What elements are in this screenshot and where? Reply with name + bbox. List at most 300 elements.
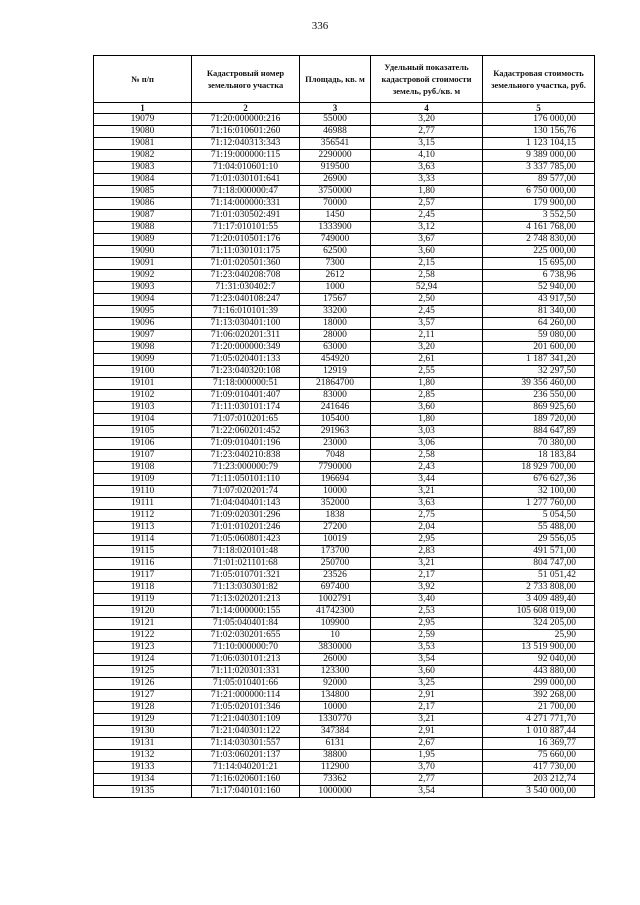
area-cell: 2290000 — [300, 150, 371, 162]
specific-value-cell: 2,95 — [371, 534, 483, 546]
row-number-cell: 19123 — [94, 642, 192, 654]
specific-value-cell: 3,92 — [371, 582, 483, 594]
specific-value-cell: 2,17 — [371, 702, 483, 714]
table-row — [94, 702, 595, 714]
specific-value-cell: 3,63 — [371, 162, 483, 174]
row-number-cell: 19095 — [94, 306, 192, 318]
specific-value-cell: 3,25 — [371, 678, 483, 690]
cadastral-value-cell: 70 380,00 — [483, 438, 595, 450]
row-number-cell: 19134 — [94, 774, 192, 786]
specific-value-cell: 1,95 — [371, 750, 483, 762]
row-number-cell: 19128 — [94, 702, 192, 714]
table-body — [94, 114, 595, 798]
area-cell: 10000 — [300, 486, 371, 498]
cadastral-value-cell: 64 260,00 — [483, 318, 595, 330]
row-number-cell: 19089 — [94, 234, 192, 246]
table-row — [94, 114, 595, 126]
specific-value-cell: 2,45 — [371, 306, 483, 318]
cadastral-value-cell: 1 123 104,15 — [483, 138, 595, 150]
area-cell: 1002791 — [300, 594, 371, 606]
specific-value-cell: 2,57 — [371, 198, 483, 210]
table-row — [94, 630, 595, 642]
specific-value-cell: 1,80 — [371, 186, 483, 198]
column-number-3: 3 — [300, 103, 371, 114]
row-number-cell: 19122 — [94, 630, 192, 642]
table-row — [94, 162, 595, 174]
specific-value-cell: 3,54 — [371, 786, 483, 798]
row-number-cell: 19125 — [94, 666, 192, 678]
cadastral-number-cell: 71:18:020101:48 — [192, 546, 300, 558]
area-cell: 112900 — [300, 762, 371, 774]
cadastral-number-cell: 71:13:020201:213 — [192, 594, 300, 606]
row-number-cell: 19082 — [94, 150, 192, 162]
header-number: № п/п — [94, 56, 192, 103]
cadastral-value-cell: 804 747,00 — [483, 558, 595, 570]
area-cell: 347384 — [300, 726, 371, 738]
cadastral-value-cell: 3 552,50 — [483, 210, 595, 222]
row-number-cell: 19121 — [94, 618, 192, 630]
row-number-cell: 19124 — [94, 654, 192, 666]
row-number-cell: 19114 — [94, 534, 192, 546]
specific-value-cell: 52,94 — [371, 282, 483, 294]
area-cell: 23000 — [300, 438, 371, 450]
cadastral-number-cell: 71:11:050101:110 — [192, 474, 300, 486]
area-cell: 1450 — [300, 210, 371, 222]
table-row — [94, 726, 595, 738]
cadastral-value-cell: 4 271 771,70 — [483, 714, 595, 726]
area-cell: 46988 — [300, 126, 371, 138]
area-cell: 41742300 — [300, 606, 371, 618]
table-row — [94, 366, 595, 378]
row-number-cell: 19119 — [94, 594, 192, 606]
area-cell: 3830000 — [300, 642, 371, 654]
cadastral-value-cell: 4 161 768,00 — [483, 222, 595, 234]
cadastral-number-cell: 71:05:020101:346 — [192, 702, 300, 714]
table-row — [94, 678, 595, 690]
row-number-cell: 19096 — [94, 318, 192, 330]
cadastral-number-cell: 71:07:020201:74 — [192, 486, 300, 498]
specific-value-cell: 3,60 — [371, 402, 483, 414]
cadastral-value-cell: 1 010 887,44 — [483, 726, 595, 738]
cadastral-value-cell: 884 647,89 — [483, 426, 595, 438]
cadastral-value-cell: 32 297,50 — [483, 366, 595, 378]
table-row — [94, 690, 595, 702]
row-number-cell: 19111 — [94, 498, 192, 510]
cadastral-number-cell: 71:01:020501:360 — [192, 258, 300, 270]
cadastral-number-cell: 71:20:010501:176 — [192, 234, 300, 246]
area-cell: 10000 — [300, 702, 371, 714]
cadastral-value-cell: 21 700,00 — [483, 702, 595, 714]
table-row — [94, 126, 595, 138]
table-row — [94, 642, 595, 654]
header-specific-value: Удельный показатель кадастровой стоимости земель, руб./кв. м — [371, 56, 483, 103]
specific-value-cell: 2,59 — [371, 630, 483, 642]
cadastral-number-cell: 71:23:040320:108 — [192, 366, 300, 378]
table-row — [94, 270, 595, 282]
specific-value-cell: 2,91 — [371, 690, 483, 702]
row-number-cell: 19127 — [94, 690, 192, 702]
area-cell: 123300 — [300, 666, 371, 678]
cadastral-value-cell: 130 156,76 — [483, 126, 595, 138]
cadastral-value-cell: 29 556,05 — [483, 534, 595, 546]
cadastral-number-cell: 71:18:000000:47 — [192, 186, 300, 198]
specific-value-cell: 2,11 — [371, 330, 483, 342]
cadastral-number-cell: 71:05:040401:84 — [192, 618, 300, 630]
area-cell: 28000 — [300, 330, 371, 342]
row-number-cell: 19103 — [94, 402, 192, 414]
specific-value-cell: 3,03 — [371, 426, 483, 438]
specific-value-cell: 4,10 — [371, 150, 483, 162]
specific-value-cell: 1,80 — [371, 378, 483, 390]
table-row — [94, 570, 595, 582]
specific-value-cell: 3,67 — [371, 234, 483, 246]
area-cell: 1333900 — [300, 222, 371, 234]
cadastral-number-cell: 71:10:000000:70 — [192, 642, 300, 654]
table-row — [94, 402, 595, 414]
area-cell: 109900 — [300, 618, 371, 630]
cadastral-number-cell: 71:11:030101:174 — [192, 402, 300, 414]
cadastral-value-cell: 43 917,50 — [483, 294, 595, 306]
area-cell: 749000 — [300, 234, 371, 246]
table-row — [94, 474, 595, 486]
cadastral-value-cell: 5 054,50 — [483, 510, 595, 522]
specific-value-cell: 2,55 — [371, 366, 483, 378]
cadastral-number-cell: 71:03:060201:137 — [192, 750, 300, 762]
table-row — [94, 738, 595, 750]
cadastral-number-cell: 71:11:020301:331 — [192, 666, 300, 678]
table-row — [94, 714, 595, 726]
cadastral-number-cell: 71:17:010101:55 — [192, 222, 300, 234]
cadastral-number-cell: 71:14:000000:331 — [192, 198, 300, 210]
row-number-cell: 19081 — [94, 138, 192, 150]
area-cell: 1000000 — [300, 786, 371, 798]
area-cell: 55000 — [300, 114, 371, 126]
area-cell: 83000 — [300, 390, 371, 402]
table-row — [94, 150, 595, 162]
table-row — [94, 174, 595, 186]
area-cell: 27200 — [300, 522, 371, 534]
area-cell: 21864700 — [300, 378, 371, 390]
cadastral-value-cell: 491 571,00 — [483, 546, 595, 558]
cadastral-value-cell: 324 205,00 — [483, 618, 595, 630]
cadastral-number-cell: 71:05:020401:133 — [192, 354, 300, 366]
row-number-cell: 19085 — [94, 186, 192, 198]
specific-value-cell: 3,63 — [371, 498, 483, 510]
cadastral-value-cell: 1 187 341,20 — [483, 354, 595, 366]
table-row — [94, 222, 595, 234]
specific-value-cell: 2,58 — [371, 270, 483, 282]
specific-value-cell: 2,95 — [371, 618, 483, 630]
row-number-cell: 19129 — [94, 714, 192, 726]
cadastral-value-cell: 6 738,96 — [483, 270, 595, 282]
cadastral-number-cell: 71:09:010401:196 — [192, 438, 300, 450]
column-number-5: 5 — [483, 103, 595, 114]
cadastral-number-cell: 71:22:060201:452 — [192, 426, 300, 438]
specific-value-cell: 3,70 — [371, 762, 483, 774]
area-cell: 134800 — [300, 690, 371, 702]
table-row — [94, 210, 595, 222]
cadastral-number-cell: 71:14:000000:155 — [192, 606, 300, 618]
cadastral-value-cell: 203 212,74 — [483, 774, 595, 786]
cadastral-number-cell: 71:05:010701:321 — [192, 570, 300, 582]
cadastral-number-cell: 71:20:000000:349 — [192, 342, 300, 354]
table-row — [94, 330, 595, 342]
cadastral-number-cell: 71:06:030101:213 — [192, 654, 300, 666]
specific-value-cell: 2,17 — [371, 570, 483, 582]
cadastral-number-cell: 71:20:000000:216 — [192, 114, 300, 126]
table-row — [94, 282, 595, 294]
specific-value-cell: 3,15 — [371, 138, 483, 150]
row-number-cell: 19109 — [94, 474, 192, 486]
cadastral-value-cell: 869 925,60 — [483, 402, 595, 414]
cadastral-value-cell: 179 900,00 — [483, 198, 595, 210]
area-cell: 2612 — [300, 270, 371, 282]
row-number-cell: 19105 — [94, 426, 192, 438]
cadastral-value-cell: 189 720,00 — [483, 414, 595, 426]
area-cell: 23526 — [300, 570, 371, 582]
row-number-cell: 19130 — [94, 726, 192, 738]
specific-value-cell: 2,75 — [371, 510, 483, 522]
specific-value-cell: 3,40 — [371, 594, 483, 606]
area-cell: 33200 — [300, 306, 371, 318]
cadastral-value-cell: 176 000,00 — [483, 114, 595, 126]
area-cell: 196694 — [300, 474, 371, 486]
cadastral-number-cell: 71:05:010401:66 — [192, 678, 300, 690]
table-row — [94, 498, 595, 510]
row-number-cell: 19083 — [94, 162, 192, 174]
row-number-cell: 19133 — [94, 762, 192, 774]
area-cell: 7790000 — [300, 462, 371, 474]
area-cell: 1838 — [300, 510, 371, 522]
cadastral-number-cell: 71:05:060801:423 — [192, 534, 300, 546]
cadastral-number-cell: 71:23:040210:838 — [192, 450, 300, 462]
area-cell: 1000 — [300, 282, 371, 294]
specific-value-cell: 2,77 — [371, 774, 483, 786]
area-cell: 10 — [300, 630, 371, 642]
area-cell: 26900 — [300, 174, 371, 186]
specific-value-cell: 2,43 — [371, 462, 483, 474]
row-number-cell: 19088 — [94, 222, 192, 234]
specific-value-cell: 2,53 — [371, 606, 483, 618]
column-number-1: 1 — [94, 103, 192, 114]
table-row — [94, 414, 595, 426]
row-number-cell: 19091 — [94, 258, 192, 270]
column-number-2: 2 — [192, 103, 300, 114]
header-cadastral-number: Кадастровый номер земельного участка — [192, 56, 300, 103]
cadastral-number-cell: 71:13:030301:82 — [192, 582, 300, 594]
area-cell: 1330770 — [300, 714, 371, 726]
table-row — [94, 594, 595, 606]
cadastral-number-cell: 71:16:010601:260 — [192, 126, 300, 138]
specific-value-cell: 2,67 — [371, 738, 483, 750]
row-number-cell: 19090 — [94, 246, 192, 258]
cadastral-number-cell: 71:31:030402:7 — [192, 282, 300, 294]
cadastral-value-cell: 59 080,00 — [483, 330, 595, 342]
table-row — [94, 666, 595, 678]
cadastral-number-cell: 71:23:040108:247 — [192, 294, 300, 306]
cadastral-value-cell: 299 000,00 — [483, 678, 595, 690]
specific-value-cell: 2,61 — [371, 354, 483, 366]
cadastral-number-cell: 71:21:040301:109 — [192, 714, 300, 726]
specific-value-cell: 3,06 — [371, 438, 483, 450]
row-number-cell: 19117 — [94, 570, 192, 582]
row-number-cell: 19100 — [94, 366, 192, 378]
row-number-cell: 19092 — [94, 270, 192, 282]
row-number-cell: 19079 — [94, 114, 192, 126]
cadastral-number-cell: 71:21:000000:114 — [192, 690, 300, 702]
specific-value-cell: 2,50 — [371, 294, 483, 306]
cadastre-table — [93, 55, 595, 798]
cadastral-number-cell: 71:17:040101:160 — [192, 786, 300, 798]
area-cell: 352000 — [300, 498, 371, 510]
table-row — [94, 438, 595, 450]
table-row — [94, 774, 595, 786]
row-number-cell: 19108 — [94, 462, 192, 474]
cadastral-value-cell: 39 356 460,00 — [483, 378, 595, 390]
cadastral-number-cell: 71:09:010401:407 — [192, 390, 300, 402]
row-number-cell: 19118 — [94, 582, 192, 594]
table-row — [94, 750, 595, 762]
cadastral-number-cell: 71:13:030401:100 — [192, 318, 300, 330]
cadastral-value-cell: 6 750 000,00 — [483, 186, 595, 198]
cadastral-value-cell: 32 100,00 — [483, 486, 595, 498]
row-number-cell: 19098 — [94, 342, 192, 354]
table-row — [94, 486, 595, 498]
cadastral-value-cell: 443 880,00 — [483, 666, 595, 678]
row-number-cell: 19112 — [94, 510, 192, 522]
cadastral-value-cell: 18 929 700,00 — [483, 462, 595, 474]
specific-value-cell: 3,20 — [371, 342, 483, 354]
cadastral-number-cell: 71:01:010201:246 — [192, 522, 300, 534]
header-cadastral-value: Кадастровая стоимость земельного участка, руб. — [483, 56, 595, 103]
table-row — [94, 654, 595, 666]
area-cell: 250700 — [300, 558, 371, 570]
column-number-4: 4 — [371, 103, 483, 114]
row-number-cell: 19093 — [94, 282, 192, 294]
cadastral-number-cell: 71:19:000000:115 — [192, 150, 300, 162]
cadastral-value-cell: 2 733 808,00 — [483, 582, 595, 594]
area-cell: 697400 — [300, 582, 371, 594]
cadastral-number-cell: 71:01:030502:491 — [192, 210, 300, 222]
area-cell: 17567 — [300, 294, 371, 306]
cadastral-value-cell: 92 040,00 — [483, 654, 595, 666]
row-number-cell: 19097 — [94, 330, 192, 342]
cadastral-value-cell: 16 369,77 — [483, 738, 595, 750]
cadastral-value-cell: 2 748 830,00 — [483, 234, 595, 246]
cadastral-value-cell: 1 277 760,00 — [483, 498, 595, 510]
row-number-cell: 19099 — [94, 354, 192, 366]
cadastral-value-cell: 417 730,00 — [483, 762, 595, 774]
area-cell: 26000 — [300, 654, 371, 666]
area-cell: 454920 — [300, 354, 371, 366]
area-cell: 18000 — [300, 318, 371, 330]
cadastral-number-cell: 71:14:030301:557 — [192, 738, 300, 750]
cadastral-value-cell: 3 540 000,00 — [483, 786, 595, 798]
page-number: 336 — [311, 20, 329, 32]
cadastral-value-cell: 75 660,00 — [483, 750, 595, 762]
cadastral-number-cell: 71:07:010201:65 — [192, 414, 300, 426]
cadastral-number-cell: 71:18:000000:51 — [192, 378, 300, 390]
area-cell: 3750000 — [300, 186, 371, 198]
cadastral-value-cell: 52 940,00 — [483, 282, 595, 294]
table-row — [94, 138, 595, 150]
cadastral-number-cell: 71:11:030101:175 — [192, 246, 300, 258]
cadastral-value-cell: 55 488,00 — [483, 522, 595, 534]
row-number-cell: 19102 — [94, 390, 192, 402]
cadastral-number-cell: 71:16:020601:160 — [192, 774, 300, 786]
specific-value-cell: 3,44 — [371, 474, 483, 486]
cadastral-value-cell: 18 183,84 — [483, 450, 595, 462]
area-cell: 241646 — [300, 402, 371, 414]
cadastral-number-cell: 71:21:040301:122 — [192, 726, 300, 738]
cadastral-value-cell: 3 409 489,40 — [483, 594, 595, 606]
table-row — [94, 462, 595, 474]
specific-value-cell: 3,20 — [371, 114, 483, 126]
table-row — [94, 258, 595, 270]
row-number-cell: 19116 — [94, 558, 192, 570]
specific-value-cell: 2,04 — [371, 522, 483, 534]
specific-value-cell: 3,12 — [371, 222, 483, 234]
cadastral-value-cell: 13 519 900,00 — [483, 642, 595, 654]
area-cell: 6131 — [300, 738, 371, 750]
specific-value-cell: 2,85 — [371, 390, 483, 402]
row-number-cell: 19115 — [94, 546, 192, 558]
cadastral-value-cell: 392 268,00 — [483, 690, 595, 702]
cadastral-value-cell: 105 608 019,00 — [483, 606, 595, 618]
table-row — [94, 762, 595, 774]
table-row — [94, 510, 595, 522]
table-row — [94, 198, 595, 210]
cadastral-number-cell: 71:09:020301:296 — [192, 510, 300, 522]
specific-value-cell: 1,80 — [371, 414, 483, 426]
specific-value-cell: 3,60 — [371, 246, 483, 258]
cadastral-value-cell: 51 051,42 — [483, 570, 595, 582]
area-cell: 63000 — [300, 342, 371, 354]
row-number-cell: 19080 — [94, 126, 192, 138]
cadastral-value-cell: 236 550,00 — [483, 390, 595, 402]
header-area: Площадь, кв. м — [300, 56, 371, 103]
cadastral-number-cell: 71:04:040401:143 — [192, 498, 300, 510]
table-row — [94, 318, 595, 330]
cadastral-number-cell: 71:16:010101:39 — [192, 306, 300, 318]
row-number-cell: 19084 — [94, 174, 192, 186]
cadastral-number-cell: 71:12:040313:343 — [192, 138, 300, 150]
area-cell: 10019 — [300, 534, 371, 546]
row-number-cell: 19107 — [94, 450, 192, 462]
cadastral-value-cell: 15 695,00 — [483, 258, 595, 270]
area-cell: 38800 — [300, 750, 371, 762]
cadastral-value-cell: 201 600,00 — [483, 342, 595, 354]
row-number-cell: 19113 — [94, 522, 192, 534]
cadastral-value-cell: 89 577,00 — [483, 174, 595, 186]
cadastral-number-cell: 71:02:030201:655 — [192, 630, 300, 642]
specific-value-cell: 3,60 — [371, 666, 483, 678]
table-row — [94, 234, 595, 246]
area-cell: 73362 — [300, 774, 371, 786]
table-row — [94, 378, 595, 390]
area-cell: 291963 — [300, 426, 371, 438]
cadastral-value-cell: 9 389 000,00 — [483, 150, 595, 162]
row-number-cell: 19135 — [94, 786, 192, 798]
specific-value-cell: 2,91 — [371, 726, 483, 738]
cadastral-number-cell: 71:01:030101:641 — [192, 174, 300, 186]
area-cell: 92000 — [300, 678, 371, 690]
row-number-cell: 19087 — [94, 210, 192, 222]
area-cell: 62500 — [300, 246, 371, 258]
row-number-cell: 19086 — [94, 198, 192, 210]
row-number-cell: 19131 — [94, 738, 192, 750]
table-row — [94, 450, 595, 462]
